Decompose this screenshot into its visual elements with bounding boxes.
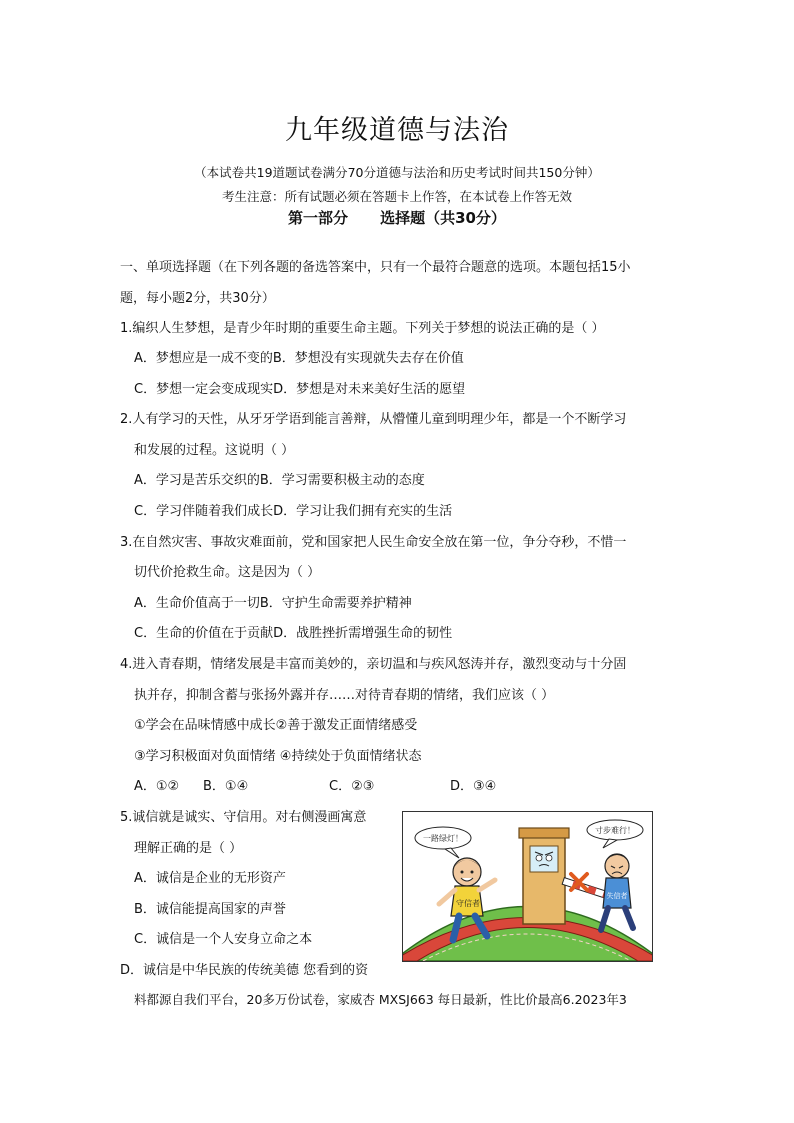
- q4-option-c: C．②③: [329, 779, 375, 794]
- q4-option-d: D．③④: [450, 779, 497, 794]
- q3-stem-2: 切代价抢救生命。这是因为（ ）: [134, 565, 321, 580]
- speech-bubble-right: 寸步难行！: [595, 826, 635, 835]
- q4-option-a: A．①②: [134, 779, 180, 794]
- instructions-line-2: 题，每小题2分，共30分）: [120, 291, 275, 306]
- q1-stem: 1.编织人生梦想，是青少年时期的重要生命主题。下列关于梦想的说法正确的是（ ）: [120, 321, 605, 336]
- q4-stem-2: 执并存，抑制含蓄与张扬外露并存……对待青春期的情绪，我们应该（ ）: [134, 688, 555, 703]
- part-title: 选择题（共30分）: [380, 209, 506, 227]
- q5-option-c: C．诚信是一个人安身立命之本: [134, 932, 313, 947]
- shirt-label-left: 守信者: [456, 899, 480, 908]
- q2-options-ab: A．学习是苦乐交织的B．学习需要积极主动的态度: [134, 473, 425, 488]
- q1-options-ab: A．梦想应是一成不变的B．梦想没有实现就失去存在价值: [134, 351, 464, 366]
- footer-promo-text: 料都源自我们平台，20多万份试卷，家威杏 MXSJ663 每日最新，性比价最高6.2023年3: [134, 992, 627, 1007]
- q4-option-b: B．①④: [203, 779, 249, 794]
- q5-option-a: A．诚信是企业的无形资产: [134, 871, 286, 886]
- q2-options-cd: C．学习伴随着我们成长D．学习让我们拥有充实的生活: [134, 504, 453, 519]
- q2-stem-1: 2.人有学习的天性，从牙牙学语到能言善辩，从懵懂儿童到明理少年，都是一个不断学习: [120, 412, 627, 427]
- q5-option-d: D．诚信是中华民族的传统美德 您看到的资: [120, 963, 369, 978]
- q3-options-cd: C．生命的价值在于贡献D．战胜挫折需增强生命的韧性: [134, 626, 453, 641]
- q5-option-b: B．诚信能提高国家的声誉: [134, 902, 286, 917]
- part-label: 第一部分: [288, 209, 349, 227]
- speech-bubble-left: 一路绿灯！: [423, 834, 463, 843]
- cartoon-drawing: [403, 812, 652, 961]
- exam-subtitle: （本试卷共19道题试卷满分70分道德与法治和历史考试时间共150分钟）: [194, 165, 600, 180]
- q4-stem-1: 4.进入青春期，情绪发展是丰富而美妙的，亲切温和与疾风怒涛并存，激烈变动与十分固: [120, 657, 627, 672]
- page-title: 九年级道德与法治: [285, 115, 509, 146]
- q3-stem-1: 3.在自然灾害、事故灾难面前，党和国家把人民生命安全放在第一位，争分夺秒，不惜一: [120, 535, 627, 550]
- instructions-line-1: 一、单项选择题（在下列各题的备选答案中，只有一个最符合题意的选项。本题包括15小: [120, 260, 631, 275]
- shirt-label-right: 失信者: [606, 892, 628, 900]
- section-heading: [0, 207, 794, 228]
- exam-notice: 考生注意：所有试题必须在答题卡上作答，在本试卷上作答无效: [221, 189, 572, 204]
- q5-stem-1: 5.诚信就是诚实、守信用。对右侧漫画寓意: [120, 810, 367, 825]
- q1-options-cd: C．梦想一定会变成现实D．梦想是对未来美好生活的愿望: [134, 382, 466, 397]
- q3-options-ab: A．生命价值高于一切B．守护生命需要养护精神: [134, 596, 412, 611]
- q2-stem-2: 和发展的过程。这说明（ ）: [134, 443, 295, 458]
- q4-items-12: ①学会在品味情感中成长②善于激发正面情绪感受: [134, 718, 418, 733]
- q5-stem-2: 理解正确的是（ ）: [134, 841, 243, 856]
- q4-items-34: ③学习积极面对负面情绪 ④持续处于负面情绪状态: [134, 749, 422, 764]
- integrity-cartoon: [402, 811, 653, 962]
